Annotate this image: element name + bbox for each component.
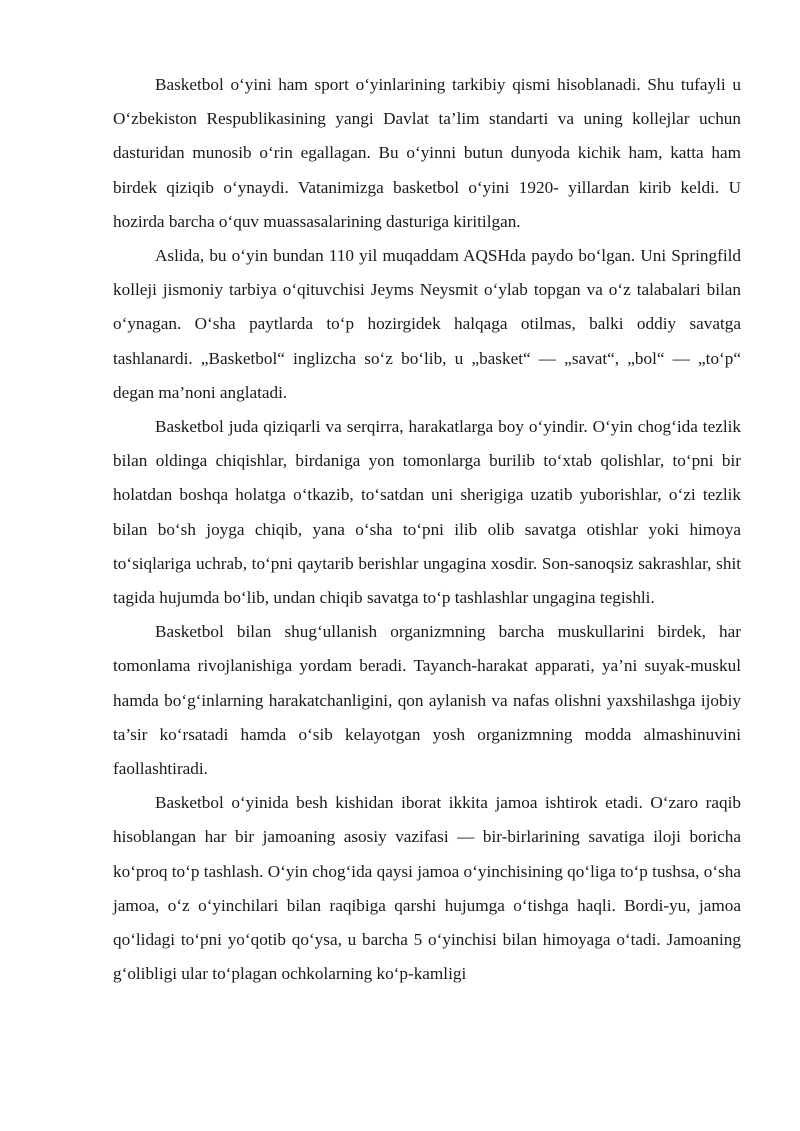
paragraph-2: Aslida, bu o‘yin bundan 110 yil muqaddam AQSHda paydo bo‘lgan. Uni Springfild kolleji jismoniy tarbiya o‘qituvchisi Jeyms Neysmit o‘ylab topgan va o‘z talabalari bilan o‘ynagan. O‘sha paytlarda to‘p hozirgidek halqaga otilmas, balki oddiy savatga tashlanardi. „Basketbol“ inglizcha so‘z bo‘lib, u „basket“ — „savat“, „bol“ — „to‘p“ degan ma’noni anglatadi. — [113, 246, 741, 402]
paragraph-4: Basketbol bilan shug‘ullanish organizmning barcha muskullarini birdek, har tomonlama rivojlanishiga yordam beradi. Tayanch-harakat apparati, ya’ni suyak-muskul hamda bo‘g‘inlarning harakatchanligini, qon aylanish va nafas olishni yaxshilashga ijobiy ta’sir ko‘rsatadi hamda o‘sib kelayotgan yosh organizmning modda almashinuvini faollashtiradi. — [113, 622, 741, 779]
document-page — [113, 68, 741, 991]
paragraph-1: Basketbol o‘yini ham sport o‘yinlarining tarkibiy qismi hisoblanadi. Shu tufayli u O‘zbekiston Respublikasining yangi Davlat ta’lim standarti va uning kollejlar uchun dasturidan munosib o‘rin egallagan. Bu o‘yinni butun dunyoda kichik ham, katta ham birdek qiziqib o‘ynaydi. Vatanimizga basketbol o‘yini 1920- yillardan kirib keldi. U hozirda barcha o‘quv muassasalarining dasturiga kiritilgan. — [113, 75, 741, 231]
paragraph-3: Basketbol juda qiziqarli va serqirra, harakatlarga boy o‘yindir. O‘yin chog‘ida tezlik bilan oldinga chiqishlar, birdaniga yon tomonlarga burilib to‘xtab qolishlar, to‘pni bir holatdan boshqa holatga o‘tkazib, to‘satdan uni sherigiga uzatib yuborishlar, o‘zi tezlik bilan bo‘sh joyga chiqib, yana o‘sha to‘pni ilib olib savatga otishlar yoki himoya to‘siqlariga uchrab, to‘pni qaytarib berishlar ungagina xosdir. Son-sanoqsiz sakrashlar, shit tagida hujumda bo‘lib, undan chiqib savatga to‘p tashlashlar ungagina tegishli. — [113, 417, 741, 608]
paragraph-5: Basketbol o‘yinida besh kishidan iborat ikkita jamoa ishtirok etadi. O‘zaro raqib hisoblangan har bir jamoaning asosiy vazifasi — bir-birlarining savatiga iloji boricha ko‘proq to‘p tashlash. O‘yin chog‘ida qaysi jamoa o‘yinchisining qo‘liga to‘p tushsa, o‘sha jamoa, o‘z o‘yinchilari bilan raqibiga qarshi hujumga o‘tishga haqli. Bordi-yu, jamoa qo‘lidagi to‘pni yo‘qotib qo‘ysa, u barcha 5 o‘yinchisi bilan himoyaga o‘tadi. Jamoaning g‘olibligi ular to‘plagan ochkolarning ko‘p-kamligi — [113, 793, 741, 984]
